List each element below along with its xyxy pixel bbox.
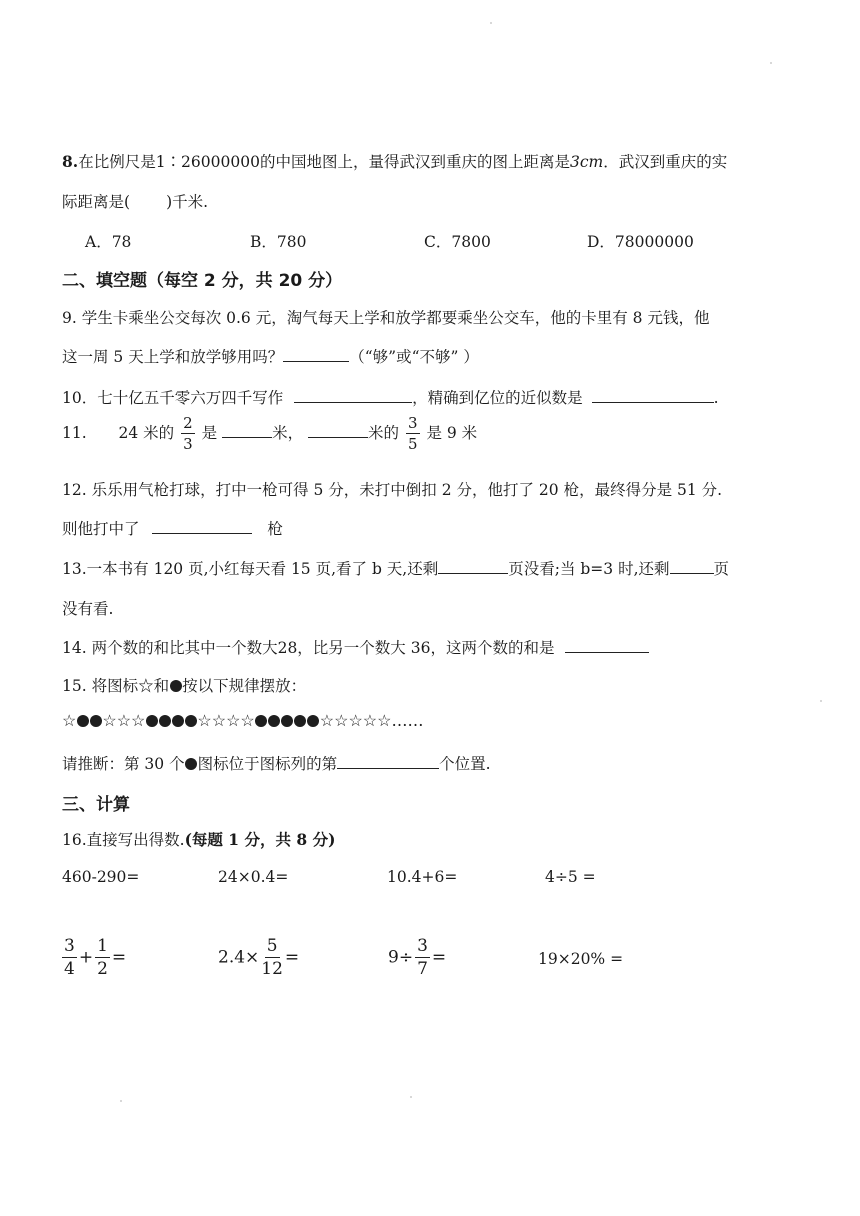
black-dot-icon — [255, 715, 267, 727]
q16-item-5-fraction-1 — [62, 938, 77, 978]
numerator: 1 — [97, 936, 108, 956]
equals-sign: = — [431, 947, 447, 968]
q13-text-b: 页没看;当 b=3 时,还剩 — [508, 560, 670, 578]
q16-item-5-fraction-2 — [95, 938, 110, 978]
q10-text-b: ，精确到亿位的近似数是 — [412, 389, 583, 407]
black-dot-icon — [90, 715, 102, 727]
q16-item-6-fraction — [261, 938, 283, 978]
q11-blank-2[interactable] — [308, 423, 368, 438]
q8-option-a[interactable]: A．78 — [85, 233, 132, 251]
q13-blank-1[interactable] — [438, 559, 508, 574]
q11-number: 11. — [62, 424, 87, 442]
black-dot-icon — [146, 715, 158, 727]
q10-line — [62, 386, 719, 408]
scan-speck — [120, 1100, 122, 1102]
q16-item-8: 19×20% = — [538, 950, 624, 968]
q8-line2 — [62, 190, 208, 212]
star-icon: ☆ — [197, 711, 212, 730]
q16-item-4: 4÷5 = — [545, 868, 596, 886]
q8-option-b[interactable]: B．780 — [250, 233, 307, 251]
star-icon: ☆ — [377, 711, 392, 730]
black-dot-icon — [307, 715, 319, 727]
q8-text-2: ．武汉到重庆的实 — [603, 153, 728, 171]
q11-f1-numerator: 2 — [183, 414, 193, 432]
q11-text-c: 米， — [272, 424, 304, 442]
denominator: 12 — [261, 959, 283, 979]
denominator: 7 — [417, 959, 428, 979]
q10-text-a: 10．七十亿五千零六万四千写作 — [62, 389, 284, 407]
q16-item-6-prefix: 2.4× — [218, 947, 260, 968]
star-icon: ☆ — [348, 711, 363, 730]
q16-item-7 — [388, 938, 446, 978]
q15-text-a: 15. 将图标☆和 — [62, 677, 170, 695]
scan-speck — [490, 22, 492, 24]
scan-speck — [410, 1096, 412, 1098]
q11-fraction-1 — [181, 416, 195, 452]
black-dot-icon — [185, 758, 197, 770]
q11-line — [62, 416, 477, 452]
q11-text-e: 是 9 米 — [426, 424, 478, 442]
q15-line3 — [62, 752, 491, 774]
numerator: 3 — [417, 936, 428, 956]
plus-sign: + — [78, 947, 94, 968]
q8-text-4: )千米. — [166, 193, 209, 211]
q15-ellipsis: …… — [391, 711, 424, 730]
star-icon: ☆ — [226, 711, 241, 730]
black-dot-icon — [159, 715, 171, 727]
scan-speck — [820, 700, 822, 702]
q15-text-e: 个位置. — [439, 755, 491, 773]
q8-unit: 3cm — [569, 153, 604, 171]
denominator: 4 — [64, 959, 75, 979]
q16-item-1: 460-290= — [62, 868, 140, 886]
black-dot-icon — [268, 715, 280, 727]
q13-line1 — [62, 557, 729, 579]
q16-item-2: 24×0.4= — [218, 868, 289, 886]
q8-text-1: 在比例尺是1∶26000000的中国地图上，量得武汉到重庆的图上距离是 — [78, 153, 570, 171]
q11-text-d: 米的 — [368, 424, 400, 442]
star-icon: ☆ — [334, 711, 349, 730]
q13-line2: 没有看. — [62, 600, 114, 618]
black-dot-icon — [170, 680, 182, 692]
section-3-title: 三、计算 — [62, 795, 130, 815]
q10-blank-1[interactable] — [294, 388, 412, 403]
denominator: 2 — [97, 959, 108, 979]
star-icon: ☆ — [102, 711, 117, 730]
q16-item-5 — [60, 938, 126, 978]
q14-blank[interactable] — [565, 638, 649, 653]
q15-blank[interactable] — [337, 754, 439, 769]
star-icon: ☆ — [211, 711, 227, 730]
q15-line1 — [62, 674, 306, 696]
q12-text-b: 枪 — [267, 520, 283, 538]
q14-line — [62, 636, 649, 658]
q16-item-6 — [218, 938, 299, 978]
star-icon: ☆ — [116, 711, 132, 730]
q9-line2 — [62, 345, 479, 367]
star-icon: ☆ — [62, 711, 77, 730]
star-icon: ☆ — [319, 711, 335, 730]
q11-f2-denominator: 5 — [407, 435, 418, 453]
q11-fraction-2 — [406, 416, 420, 452]
black-dot-icon — [185, 715, 197, 727]
q13-blank-2[interactable] — [670, 559, 714, 574]
equals-sign: = — [111, 947, 127, 968]
q15-text-c: 请推断：第 30 个 — [62, 755, 185, 773]
q12-blank[interactable] — [152, 519, 252, 534]
scan-speck — [770, 62, 772, 64]
equals-sign: = — [284, 947, 300, 968]
black-dot-icon — [172, 715, 184, 727]
q8-number: 8. — [62, 152, 79, 171]
numerator: 3 — [64, 936, 75, 956]
q8-option-d[interactable]: D．78000000 — [587, 233, 694, 251]
star-icon: ☆ — [362, 711, 378, 730]
q9-answer-blank[interactable] — [283, 347, 349, 362]
q16-title-b: (每题 1 分，共 8 分) — [184, 830, 336, 849]
black-dot-icon — [294, 715, 306, 727]
q11-f1-denominator: 3 — [183, 435, 193, 453]
q11-f2-numerator: 3 — [407, 414, 418, 432]
q16-item-3: 10.4+6= — [387, 868, 458, 886]
q15-text-d: 图标位于图标列的第 — [197, 755, 338, 773]
q9-text-b: （“够”或“不够” ） — [349, 348, 479, 366]
q15-icon-sequence — [62, 711, 423, 730]
q16-item-7-prefix: 9÷ — [388, 947, 414, 968]
q13-text-a: 13.一本书有 120 页,小红每天看 15 页,看了 b 天,还剩 — [62, 560, 439, 578]
q12-line2 — [62, 517, 283, 539]
q16-item-7-fraction — [415, 938, 430, 978]
q11-text-a: 24 米的 — [118, 424, 175, 442]
q9-line1: 9. 学生卡乘坐公交每次 0.6 元，淘气每天上学和放学都要乘坐公交车，他的卡里有 8 元钱，他 — [62, 309, 710, 327]
q16-title-a: 16.直接写出得数. — [62, 831, 185, 849]
q9-text-a: 这一周 5 天上学和放学够用吗？ — [62, 348, 284, 366]
numerator: 5 — [266, 936, 278, 956]
q16-title — [62, 828, 335, 850]
q13-text-c: 页 — [713, 560, 730, 578]
q11-blank-1[interactable] — [222, 423, 272, 438]
q14-text: 14. 两个数的和比其中一个数大28，比另一个数大 36，这两个数的和是 — [62, 639, 555, 657]
black-dot-icon — [77, 715, 89, 727]
q8-option-c[interactable]: C．7800 — [424, 233, 491, 251]
q8-text-3: 际距离是( — [62, 193, 131, 211]
section-2-title: 二、填空题（每空 2 分，共 20 分） — [62, 271, 343, 291]
star-icon: ☆ — [240, 711, 255, 730]
q11-text-b: 是 — [201, 424, 218, 442]
black-dot-icon — [281, 715, 293, 727]
q8-line1 — [62, 150, 727, 172]
q12-line1: 12. 乐乐用气枪打球，打中一枪可得 5 分，未打中倒扣 2 分，他打了 20 枪，最终得分是 51 分. — [62, 481, 723, 499]
q10-text-c: . — [713, 389, 719, 407]
q12-text-a: 则他打中了 — [62, 520, 140, 538]
q10-blank-2[interactable] — [592, 388, 714, 403]
q15-text-b: 按以下规律摆放： — [182, 677, 307, 695]
star-icon: ☆ — [131, 711, 146, 730]
